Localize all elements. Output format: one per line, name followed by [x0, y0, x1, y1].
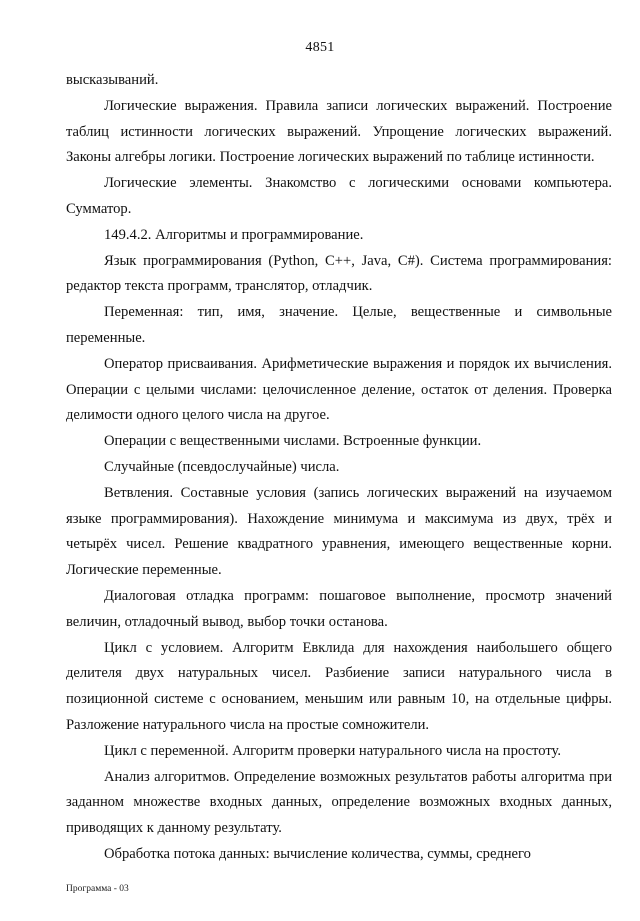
paragraph: Логические элементы. Знакомство с логическими основами компьютера. Сумматор.: [66, 175, 612, 217]
page-number: 4851: [305, 40, 335, 55]
paragraph: Язык программирования (Python, С++, Java, С#). Система программирования: редактор текста программ, транслятор, отладчик.: [66, 252, 612, 295]
paragraph: Обработка потока данных: вычисление количества, суммы, среднего: [104, 845, 531, 862]
paragraph: Переменная: тип, имя, значение. Целые, вещественные и символьные переменные.: [66, 304, 612, 346]
paragraph: Случайные (псевдослучайные) числа.: [104, 458, 340, 475]
paragraph: высказываний.: [66, 72, 159, 88]
paragraph: Ветвления. Составные условия (запись логических выражений на изучаемом языке программирования). Нахождение минимума и максимума из двух, трёх и четырёх чисел. Решение квадратного уравнения, имеющего вещественные корни. Логические переменные.: [66, 484, 612, 579]
section-heading: 149.4.2. Алгоритмы и программирование.: [104, 226, 364, 243]
paragraph: Цикл с условием. Алгоритм Евклида для нахождения наибольшего общего делителя двух натуральных чисел. Разбиение записи натурального числа в позиционной системе с основанием, меньшим или равным 10, на отдельные цифры. Разложение натурального числа на простые сомножители.: [66, 639, 612, 733]
footer-label: Программа - 03: [66, 884, 129, 894]
paragraph: Цикл с переменной. Алгоритм проверки натурального числа на простоту.: [104, 742, 562, 759]
paragraph: Диалоговая отладка программ: пошаговое выполнение, просмотр значений величин, отладочный вывод, выбор точки останова.: [66, 587, 612, 630]
paragraph: Логические выражения. Правила записи логических выражений. Построение таблиц истинности логических выражений. Упрощение логических выражений. Законы алгебры логики. Построение логических выражений по таблице истинности.: [66, 97, 612, 166]
paragraph: Анализ алгоритмов. Определение возможных результатов работы алгоритма при заданном множестве входных данных, определение возможных входных данных, приводящих к данному результату.: [66, 768, 612, 837]
body-text: [66, 68, 612, 868]
paragraph: Операции с вещественными числами. Встроенные функции.: [104, 433, 482, 450]
paragraph: Оператор присваивания. Арифметические выражения и порядок их вычисления. Операции с целыми числами: целочисленное деление, остаток от деления. Проверка делимости одного целого числа на другое.: [66, 355, 612, 424]
